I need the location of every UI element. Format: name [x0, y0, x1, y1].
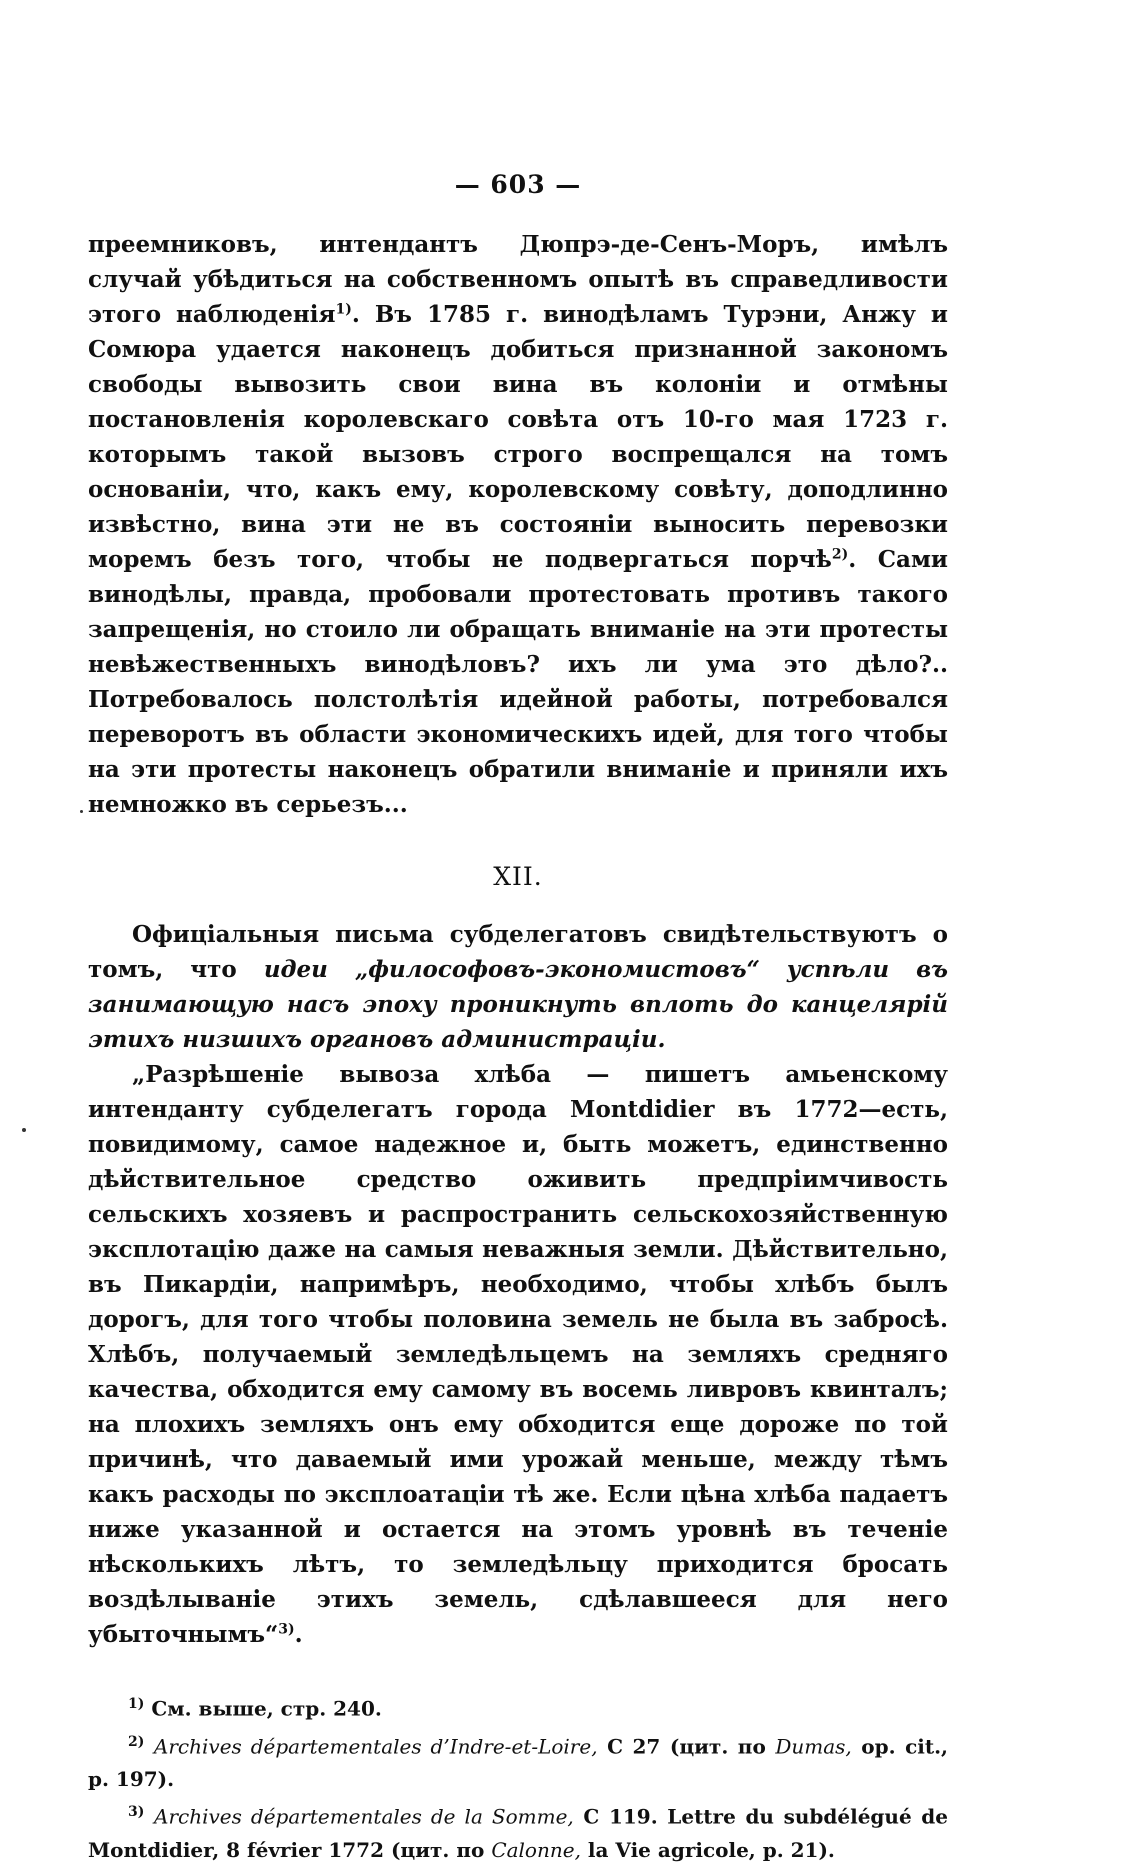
- paragraph-3-text: „Разрѣшеніе вывоза хлѣба — пишетъ амьенскому интенданту субделегатъ города Montdidier въ 1772—есть, повидимому, самое надежное и, быть можетъ, единственно дѣйствительное средство оживить предпріимчивость сельскихъ хозяевъ и распространить сельскохозяйственную эксплотацію даже на самыя неважныя земли. Дѣйствительно, въ Пикардіи, напримѣръ, необходимо, чтобы хлѣбъ былъ дорогъ, для того чтобы половина земель не была въ забросѣ. Хлѣбъ, получаемый земледѣльцемъ на земляхъ средняго качества, обходится ему самому въ восемь ливровъ квинталъ; на плохихъ земляхъ онъ ему обходится еще дороже по той причинѣ, что даваемый ими урожай меньше, между тѣмъ какъ расходы по эксплоатаціи тѣ же. Если цѣна хлѣба падаетъ ниже указанной и остается на этомъ уровнѣ въ теченіе нѣсколькихъ лѣтъ, то земледѣльцу приходится бросать воздѣлываніе этихъ земель, сдѣлавшееся для него убыточнымъ“: [88, 1061, 948, 1648]
- footnote-2-italic-2: Dumas,: [775, 1734, 852, 1759]
- footnote-ref-2[interactable]: 2): [831, 546, 849, 563]
- paragraph-1-text: преемниковъ, интендантъ Дюпрэ-де-Сенъ-Моръ, имѣлъ случай убѣдиться на собственномъ опытѣ въ справедливости этого наблюденія: [88, 231, 948, 328]
- footnote-3-ref: 3): [128, 1804, 145, 1821]
- footnote-3: [88, 1796, 948, 1867]
- footnotes: [88, 1688, 948, 1867]
- footnote-3-italic-2: Calonne,: [491, 1837, 581, 1862]
- paragraph-3: [88, 1057, 948, 1652]
- footnote-1-text: См. выше, стр. 240.: [151, 1696, 382, 1721]
- paragraph-1-text-2: . Въ 1785 г. винодѣламъ Турэни, Анжу и Сомюра удается наконецъ добиться признанной закономъ свободы вывозить свои вина въ колоніи и отмѣны постановленія королевскаго совѣта отъ 10-го мая 1723 г. которымъ такой вызовъ строго воспрещался на томъ основаніи, что, какъ ему, королевскому совѣту, доподлинно извѣстно, вина эти не въ состояніи выносить перевозки моремъ безъ того, чтобы не подвергаться порчѣ: [88, 301, 948, 573]
- paragraph-1-text-3: . Сами винодѣлы, правда, пробовали протестовать противъ такого запрещенія, но стоило ли обращать вниманіе на эти протесты невѣжественныхъ винодѣловъ? ихъ ли ума это дѣло?.. Потребовалось полстолѣтія идейной работы, потребовался переворотъ въ области экономическихъ идей, для того чтобы на эти протесты наконецъ обратили вниманіе и приняли ихъ немножко въ серьезъ...: [88, 546, 948, 818]
- book-page: [88, 170, 948, 1867]
- footnote-2-italic: Archives départementales d’Indre-et-Loire,: [153, 1734, 598, 1759]
- footnote-2: [88, 1726, 948, 1797]
- footnote-2-text-2: op. cit., p. 197).: [88, 1734, 949, 1792]
- paragraph-2-italic: идеи „философовъ-экономистовъ“ успѣли въ занимающую насъ эпоху проникнуть вплоть до канцелярій этихъ низшихъ органовъ администраціи.: [88, 956, 949, 1053]
- paragraph-2: [88, 917, 948, 1057]
- page-number: — 603 —: [454, 170, 582, 199]
- footnote-ref-3[interactable]: 3): [278, 1621, 295, 1638]
- footnote-1-ref: 1): [128, 1696, 145, 1712]
- paragraph-2-text: Офиціальныя письма субделегатовъ свидѣтельствуютъ о томъ, что: [88, 921, 948, 983]
- scan-speck: [80, 810, 83, 813]
- paragraph-3-end: .: [294, 1621, 303, 1648]
- footnote-ref-1[interactable]: 1): [335, 301, 352, 318]
- footnote-3-text-2: la Vie agricole, p. 21).: [580, 1837, 835, 1862]
- footnote-3-italic: Archives départementales de la Somme,: [154, 1804, 574, 1829]
- section-heading: XII.: [493, 862, 543, 891]
- footnote-1: [88, 1688, 948, 1726]
- footnote-3-text: С 119. Lettre du subdélégué de Montdidier, 8 février 1772 (цит. по: [88, 1804, 949, 1862]
- footnote-2-ref: 2): [128, 1733, 145, 1750]
- footnote-2-text: С 27 (цит. по: [597, 1734, 776, 1759]
- scan-speck: [22, 1128, 26, 1132]
- paragraph-1: [88, 227, 948, 822]
